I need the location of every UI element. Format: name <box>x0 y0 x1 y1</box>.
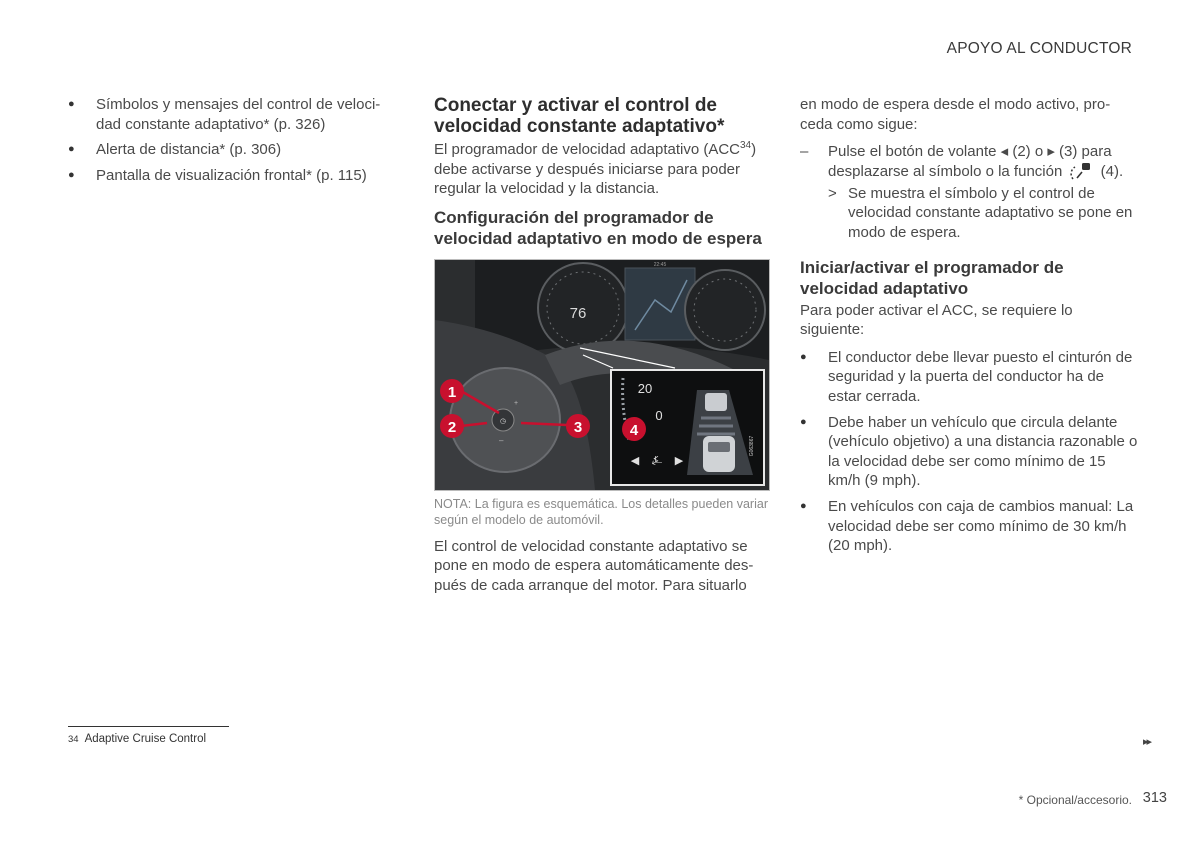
svg-text:1: 1 <box>447 383 457 401</box>
section-header: APOYO AL CONDUCTOR <box>946 40 1132 57</box>
footnote <box>68 733 206 745</box>
list-item: ● En vehículos con caja de cambios manual: La velocidad debe ser como mínimo de 30 km/h (20 mph). <box>800 497 1140 556</box>
section-heading: Conectar y activar el control de velocidad constante adaptativo* <box>434 95 725 137</box>
footnote-divider <box>68 726 229 727</box>
requirements-list <box>800 348 1140 556</box>
speed-reading: 76 <box>569 304 587 322</box>
result-text: Se muestra el símbolo y el control de velocidad constante adaptativo se pone en modo de espera. <box>848 184 1133 241</box>
optional-note: * Opcional/accesorio. <box>1018 793 1132 807</box>
related-links-list <box>68 95 388 185</box>
inset-zero: 0 <box>655 407 663 423</box>
intro-paragraph <box>434 140 770 199</box>
dashboard-illustration <box>435 260 769 490</box>
callout-4 <box>622 417 646 441</box>
svg-text:◷: ◷ <box>499 417 507 425</box>
list-item: ● Debe haber un vehículo que circula delante (vehículo objetivo) a una distancia razonable o la velocidad debe ser como mínimo de 15 km/h (9 mph). <box>800 413 1140 491</box>
continue-arrows-icon: ▸▸ <box>1142 736 1150 748</box>
svg-text:+: + <box>514 399 519 407</box>
page-number: 313 <box>1142 790 1167 806</box>
image-code: G063867 <box>749 435 755 457</box>
list-item: ● Pantalla de visualización frontal* (p. 115) <box>68 166 388 186</box>
list-item: ● Alerta de distancia* (p. 306) <box>68 140 388 160</box>
list-item: ● El conductor debe llevar puesto el cinturón de seguridad y la puerta del conductor ha de estar cerrada. <box>800 348 1140 407</box>
subsection-heading: Configuración del programador de velocidad adaptativo en modo de espera <box>434 207 762 248</box>
instruction-step <box>800 142 1140 182</box>
steering-wheel-figure <box>434 259 770 491</box>
svg-text:–: – <box>499 435 504 445</box>
callout-1 <box>440 379 464 403</box>
clock-reading: 22:45 <box>653 261 667 268</box>
result-marker: > <box>828 184 837 202</box>
svg-text:◀: ◀ <box>630 454 640 467</box>
intro-text-cont: ) debe activarse y después iniciarse para poder regular la velocidad y la distancia. <box>434 141 757 198</box>
footnote-text: Adaptive Cruise Control <box>84 733 207 745</box>
step-text: Pulse el botón de volante ◂ (2) o ▸ (3) para desplazarse al símbolo o la función <box>828 143 1112 180</box>
intro-text: El programador de velocidad adaptativo (ACC <box>434 141 740 158</box>
svg-text:2: 2 <box>447 418 457 436</box>
callout-2 <box>440 414 464 438</box>
list-item: ● Símbolos y mensajes del control de veloci-dad constante adaptativo* (p. 326) <box>68 95 388 134</box>
continuation-paragraph: en modo de espera desde el modo activo, pro-ceda como sigue: <box>800 96 1111 133</box>
column-right <box>800 95 1140 562</box>
subsection-heading: Iniciar/activar el programador de velocidad adaptativo <box>800 257 1064 298</box>
inset-speed: 20 <box>637 380 653 396</box>
column-left <box>68 95 388 191</box>
step-result <box>800 184 1140 243</box>
footnote-number: 34 <box>68 734 79 745</box>
step-text-end: (4). <box>1100 162 1124 180</box>
svg-text:▶: ▶ <box>674 454 684 467</box>
svg-text:3: 3 <box>573 418 583 436</box>
footnote-ref: 34 <box>740 140 752 151</box>
figure-caption: NOTA: La figura es esquemática. Los detalles pueden variar según el modelo de automóvil. <box>434 496 768 527</box>
acc-function-icon <box>1070 162 1092 182</box>
svg-text:4: 4 <box>629 421 639 439</box>
step-marker: – <box>800 143 809 161</box>
acc-symbol-icon: ⍼ <box>651 452 663 467</box>
requirement-intro: Para poder activar el ACC, se requiere lo siguiente: <box>800 301 1073 339</box>
body-paragraph: El control de velocidad constante adaptativo se pone en modo de espera automáticamente des-pués de cada arranque del motor. Para situarlo <box>434 537 754 594</box>
column-middle <box>434 95 770 604</box>
callout-3 <box>566 414 590 438</box>
